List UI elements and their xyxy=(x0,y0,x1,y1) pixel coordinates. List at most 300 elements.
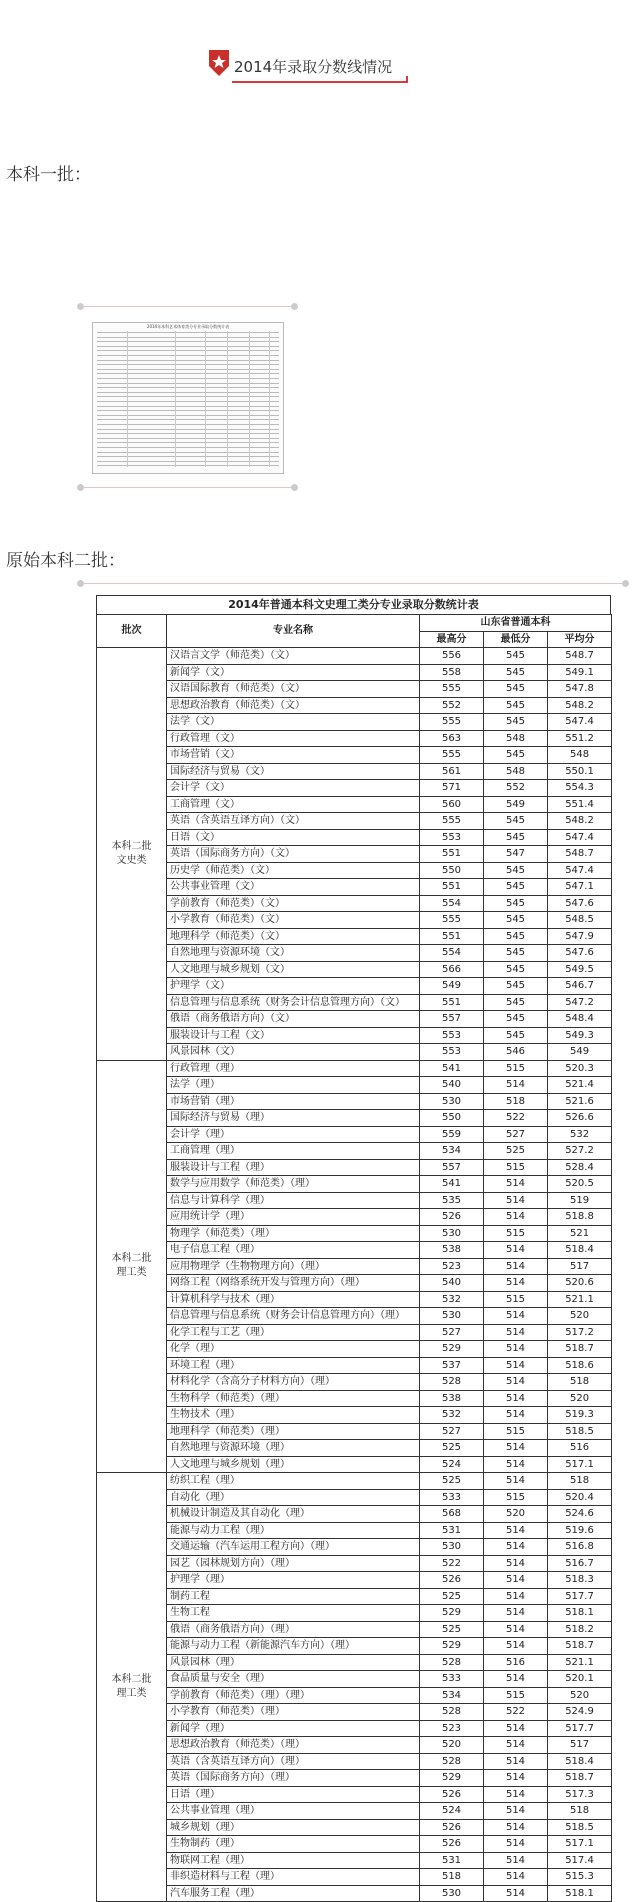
max-score-cell: 525 xyxy=(420,1473,484,1490)
table-body xyxy=(97,648,612,1902)
header-min: 最低分 xyxy=(484,631,548,648)
major-cell: 日语（理） xyxy=(167,1786,420,1803)
max-score-cell: 571 xyxy=(420,780,484,797)
max-score-cell: 528 xyxy=(420,1654,484,1671)
max-score-cell: 556 xyxy=(420,648,484,665)
table-row xyxy=(97,1027,612,1044)
major-cell: 会计学（文） xyxy=(167,780,420,797)
major-cell: 会计学（理） xyxy=(167,1126,420,1143)
min-score-cell: 545 xyxy=(484,994,548,1011)
max-score-cell: 530 xyxy=(420,1093,484,1110)
min-score-cell: 545 xyxy=(484,895,548,912)
second-batch-frame xyxy=(80,583,626,1899)
max-score-cell: 540 xyxy=(420,1077,484,1094)
max-score-cell: 555 xyxy=(420,912,484,929)
min-score-cell: 514 xyxy=(484,1473,548,1490)
avg-score-cell: 547.9 xyxy=(548,928,612,945)
table-row xyxy=(97,1192,612,1209)
avg-score-cell: 550.1 xyxy=(548,763,612,780)
thumbnail-row-line xyxy=(97,442,279,443)
min-score-cell: 552 xyxy=(484,780,548,797)
avg-score-cell: 518.5 xyxy=(548,1423,612,1440)
min-score-cell: 514 xyxy=(484,1572,548,1589)
header-region: 山东省普通本科 xyxy=(420,615,612,632)
table-row xyxy=(97,1605,612,1622)
avg-score-cell: 524.6 xyxy=(548,1506,612,1523)
max-score-cell: 552 xyxy=(420,697,484,714)
table-row xyxy=(97,697,612,714)
avg-score-cell: 548.5 xyxy=(548,912,612,929)
frame-rule xyxy=(80,306,295,307)
max-score-cell: 563 xyxy=(420,730,484,747)
avg-score-cell: 518.4 xyxy=(548,1242,612,1259)
avg-score-cell: 520 xyxy=(548,1390,612,1407)
avg-score-cell: 547.2 xyxy=(548,994,612,1011)
table-row xyxy=(97,1308,612,1325)
avg-score-cell: 549.1 xyxy=(548,664,612,681)
table-row xyxy=(97,1440,612,1457)
thumbnail-col-line xyxy=(249,331,250,467)
major-cell: 英语（国际商务方向）（理） xyxy=(167,1770,420,1787)
major-cell: 应用统计学（理） xyxy=(167,1209,420,1226)
thumbnail-row-line xyxy=(97,378,279,379)
frame-dot xyxy=(291,303,298,310)
thumbnail-title: 2014年本科艺术体育类分专业录取分数统计表 xyxy=(146,324,230,329)
thumbnail-row-line xyxy=(97,461,279,462)
min-score-cell: 514 xyxy=(484,1308,548,1325)
avg-score-cell: 548 xyxy=(548,747,612,764)
thumbnail-col-line xyxy=(227,331,228,467)
major-cell: 思想政治教育（师范类）（理） xyxy=(167,1737,420,1754)
major-cell: 行政管理（理） xyxy=(167,1060,420,1077)
thumbnail-col-line xyxy=(127,331,128,467)
avg-score-cell: 547.4 xyxy=(548,714,612,731)
max-score-cell: 555 xyxy=(420,714,484,731)
table-row xyxy=(97,1786,612,1803)
major-cell: 汽车服务工程（理） xyxy=(167,1885,420,1902)
min-score-cell: 545 xyxy=(484,862,548,879)
major-cell: 非织造材料与工程（理） xyxy=(167,1869,420,1886)
avg-score-cell: 547.6 xyxy=(548,895,612,912)
major-cell: 学前教育（师范类）（理）（理） xyxy=(167,1687,420,1704)
min-score-cell: 514 xyxy=(484,1588,548,1605)
min-score-cell: 518 xyxy=(484,1093,548,1110)
max-score-cell: 555 xyxy=(420,813,484,830)
table-row xyxy=(97,1522,612,1539)
table-row xyxy=(97,1539,612,1556)
max-score-cell: 527 xyxy=(420,1324,484,1341)
max-score-cell: 529 xyxy=(420,1341,484,1358)
thumbnail-row-line xyxy=(97,341,279,342)
max-score-cell: 554 xyxy=(420,895,484,912)
min-score-cell: 514 xyxy=(484,1522,548,1539)
min-score-cell: 514 xyxy=(484,1720,548,1737)
thumbnail-row-line xyxy=(97,337,279,338)
frame-dot xyxy=(77,484,84,491)
section-heading-first-batch: 本科一批： xyxy=(6,165,91,185)
major-cell: 市场营销（理） xyxy=(167,1093,420,1110)
table-row xyxy=(97,796,612,813)
thumbnail-row-line xyxy=(97,387,279,388)
min-score-cell: 514 xyxy=(484,1737,548,1754)
avg-score-cell: 516 xyxy=(548,1440,612,1457)
table-row xyxy=(97,1126,612,1143)
avg-score-cell: 520.3 xyxy=(548,1060,612,1077)
avg-score-cell: 521.1 xyxy=(548,1291,612,1308)
min-score-cell: 514 xyxy=(484,1539,548,1556)
avg-score-cell: 518.7 xyxy=(548,1638,612,1655)
min-score-cell: 514 xyxy=(484,1753,548,1770)
major-cell: 计算机科学与技术（理） xyxy=(167,1291,420,1308)
major-cell: 风景园林（文） xyxy=(167,1044,420,1061)
table-row xyxy=(97,1374,612,1391)
table-row xyxy=(97,1869,612,1886)
batch-cell: 本科二批 文史类 xyxy=(97,648,167,1061)
min-score-cell: 514 xyxy=(484,1357,548,1374)
table-row xyxy=(97,895,612,912)
table-row xyxy=(97,747,612,764)
avg-score-cell: 547.4 xyxy=(548,862,612,879)
frame-rule xyxy=(80,583,626,584)
table-row xyxy=(97,978,612,995)
table-row xyxy=(97,664,612,681)
header-max: 最高分 xyxy=(420,631,484,648)
min-score-cell: 514 xyxy=(484,1638,548,1655)
max-score-cell: 530 xyxy=(420,1225,484,1242)
max-score-cell: 566 xyxy=(420,961,484,978)
max-score-cell: 526 xyxy=(420,1836,484,1853)
major-cell: 数学与应用数学（师范类）（理） xyxy=(167,1176,420,1193)
max-score-cell: 531 xyxy=(420,1522,484,1539)
min-score-cell: 515 xyxy=(484,1423,548,1440)
thumbnail-row-line xyxy=(97,364,279,365)
max-score-cell: 541 xyxy=(420,1176,484,1193)
avg-score-cell: 528.4 xyxy=(548,1159,612,1176)
avg-score-cell: 518 xyxy=(548,1803,612,1820)
min-score-cell: 545 xyxy=(484,747,548,764)
table-row xyxy=(97,1275,612,1292)
avg-score-cell: 518.8 xyxy=(548,1209,612,1226)
first-batch-table-image[interactable] xyxy=(92,322,284,474)
major-cell: 服装设计与工程（文） xyxy=(167,1027,420,1044)
table-row xyxy=(97,1671,612,1688)
thumbnail-row-line xyxy=(97,355,279,356)
avg-score-cell: 547.6 xyxy=(548,945,612,962)
max-score-cell: 550 xyxy=(420,862,484,879)
thumbnail-row-line xyxy=(97,429,279,430)
avg-score-cell: 546.7 xyxy=(548,978,612,995)
avg-score-cell: 518.5 xyxy=(548,1819,612,1836)
min-score-cell: 545 xyxy=(484,697,548,714)
thumbnail-col-line xyxy=(175,331,176,467)
avg-score-cell: 518.7 xyxy=(548,1770,612,1787)
max-score-cell: 540 xyxy=(420,1275,484,1292)
min-score-cell: 549 xyxy=(484,796,548,813)
avg-score-cell: 548.2 xyxy=(548,813,612,830)
max-score-cell: 549 xyxy=(420,978,484,995)
frame-dot xyxy=(622,580,629,587)
avg-score-cell: 518.7 xyxy=(548,1341,612,1358)
max-score-cell: 526 xyxy=(420,1786,484,1803)
table-row xyxy=(97,1159,612,1176)
major-cell: 物理学（师范类）（理） xyxy=(167,1225,420,1242)
min-score-cell: 514 xyxy=(484,1242,548,1259)
min-score-cell: 515 xyxy=(484,1291,548,1308)
min-score-cell: 514 xyxy=(484,1770,548,1787)
max-score-cell: 533 xyxy=(420,1489,484,1506)
major-cell: 物联网工程（理） xyxy=(167,1852,420,1869)
thumbnail-row-line xyxy=(97,373,279,374)
major-cell: 新闻学（理） xyxy=(167,1720,420,1737)
max-score-cell: 527 xyxy=(420,1423,484,1440)
major-cell: 工商管理（理） xyxy=(167,1143,420,1160)
max-score-cell: 558 xyxy=(420,664,484,681)
major-cell: 思想政治教育（师范类）（文） xyxy=(167,697,420,714)
table-row xyxy=(97,1044,612,1061)
batch-cell: 本科二批 理工类 xyxy=(97,1060,167,1473)
table-row xyxy=(97,1572,612,1589)
major-cell: 服装设计与工程（理） xyxy=(167,1159,420,1176)
thumbnail-row-line xyxy=(97,452,279,453)
major-cell: 工商管理（文） xyxy=(167,796,420,813)
table-row xyxy=(97,780,612,797)
table-row xyxy=(97,1242,612,1259)
min-score-cell: 514 xyxy=(484,1621,548,1638)
table-row xyxy=(97,961,612,978)
min-score-cell: 514 xyxy=(484,1836,548,1853)
avg-score-cell: 551.2 xyxy=(548,730,612,747)
major-cell: 纺织工程（理） xyxy=(167,1473,420,1490)
min-score-cell: 514 xyxy=(484,1786,548,1803)
max-score-cell: 538 xyxy=(420,1242,484,1259)
major-cell: 英语（含英语互译方向）（文） xyxy=(167,813,420,830)
avg-score-cell: 527.2 xyxy=(548,1143,612,1160)
thumbnail-row-line xyxy=(97,410,279,411)
max-score-cell: 538 xyxy=(420,1390,484,1407)
major-cell: 新闻学（文） xyxy=(167,664,420,681)
avg-score-cell: 517 xyxy=(548,1737,612,1754)
max-score-cell: 529 xyxy=(420,1770,484,1787)
major-cell: 俄语（商务俄语方向）（理） xyxy=(167,1621,420,1638)
max-score-cell: 524 xyxy=(420,1456,484,1473)
min-score-cell: 514 xyxy=(484,1390,548,1407)
major-cell: 环境工程（理） xyxy=(167,1357,420,1374)
major-cell: 小学教育（师范类）（理） xyxy=(167,1704,420,1721)
min-score-cell: 515 xyxy=(484,1225,548,1242)
min-score-cell: 514 xyxy=(484,1456,548,1473)
table-row xyxy=(97,945,612,962)
max-score-cell: 553 xyxy=(420,829,484,846)
major-cell: 能源与动力工程（新能源汽车方向）（理） xyxy=(167,1638,420,1655)
min-score-cell: 514 xyxy=(484,1869,548,1886)
min-score-cell: 514 xyxy=(484,1803,548,1820)
table-row xyxy=(97,1720,612,1737)
max-score-cell: 526 xyxy=(420,1819,484,1836)
max-score-cell: 528 xyxy=(420,1374,484,1391)
avg-score-cell: 521.4 xyxy=(548,1077,612,1094)
thumbnail-row-line xyxy=(97,419,279,420)
major-cell: 市场营销（文） xyxy=(167,747,420,764)
max-score-cell: 559 xyxy=(420,1126,484,1143)
avg-score-cell: 554.3 xyxy=(548,780,612,797)
avg-score-cell: 518.2 xyxy=(548,1621,612,1638)
max-score-cell: 528 xyxy=(420,1753,484,1770)
major-cell: 人文地理与城乡规划（理） xyxy=(167,1456,420,1473)
thumbnail-row-line xyxy=(97,392,279,393)
min-score-cell: 514 xyxy=(484,1407,548,1424)
major-cell: 小学教育（师范类）（文） xyxy=(167,912,420,929)
table-row xyxy=(97,714,612,731)
major-cell: 能源与动力工程（理） xyxy=(167,1522,420,1539)
major-cell: 信息管理与信息系统（财务会计信息管理方向）（理） xyxy=(167,1308,420,1325)
table-row xyxy=(97,1819,612,1836)
min-score-cell: 527 xyxy=(484,1126,548,1143)
table-row xyxy=(97,1737,612,1754)
avg-score-cell: 518.6 xyxy=(548,1357,612,1374)
table-row xyxy=(97,1654,612,1671)
major-cell: 制药工程 xyxy=(167,1588,420,1605)
min-score-cell: 545 xyxy=(484,961,548,978)
max-score-cell: 530 xyxy=(420,1885,484,1902)
min-score-cell: 515 xyxy=(484,1489,548,1506)
table-row xyxy=(97,1143,612,1160)
table-row xyxy=(97,1456,612,1473)
table-row xyxy=(97,1423,612,1440)
header-batch: 批次 xyxy=(97,615,167,648)
avg-score-cell: 526.6 xyxy=(548,1110,612,1127)
avg-score-cell: 517.2 xyxy=(548,1324,612,1341)
table-row xyxy=(97,1506,612,1523)
major-cell: 护理学（理） xyxy=(167,1572,420,1589)
thumbnail-row-line xyxy=(97,350,279,351)
min-score-cell: 514 xyxy=(484,1671,548,1688)
min-score-cell: 545 xyxy=(484,813,548,830)
avg-score-cell: 524.9 xyxy=(548,1704,612,1721)
max-score-cell: 537 xyxy=(420,1357,484,1374)
table-row xyxy=(97,1555,612,1572)
max-score-cell: 525 xyxy=(420,1588,484,1605)
max-score-cell: 532 xyxy=(420,1291,484,1308)
table-row xyxy=(97,1176,612,1193)
table-row xyxy=(97,1638,612,1655)
table-row xyxy=(97,1060,612,1077)
avg-score-cell: 520.5 xyxy=(548,1176,612,1193)
min-score-cell: 548 xyxy=(484,763,548,780)
frame-dot xyxy=(77,580,84,587)
thumbnail-row-line xyxy=(97,346,279,347)
min-score-cell: 545 xyxy=(484,1027,548,1044)
max-score-cell: 532 xyxy=(420,1407,484,1424)
avg-score-cell: 548.4 xyxy=(548,1011,612,1028)
max-score-cell: 526 xyxy=(420,1209,484,1226)
min-score-cell: 522 xyxy=(484,1110,548,1127)
max-score-cell: 529 xyxy=(420,1605,484,1622)
min-score-cell: 515 xyxy=(484,1687,548,1704)
min-score-cell: 514 xyxy=(484,1077,548,1094)
table-row xyxy=(97,1225,612,1242)
max-score-cell: 554 xyxy=(420,945,484,962)
title-bar xyxy=(0,48,633,88)
avg-score-cell: 549.3 xyxy=(548,1027,612,1044)
table-row xyxy=(97,1770,612,1787)
major-cell: 日语（文） xyxy=(167,829,420,846)
table-header-row xyxy=(97,615,612,632)
avg-score-cell: 518 xyxy=(548,1374,612,1391)
table-row xyxy=(97,730,612,747)
min-score-cell: 545 xyxy=(484,879,548,896)
max-score-cell: 555 xyxy=(420,747,484,764)
table-row xyxy=(97,1209,612,1226)
avg-score-cell: 518.3 xyxy=(548,1572,612,1589)
avg-score-cell: 547.4 xyxy=(548,829,612,846)
thumbnail-row-line xyxy=(97,433,279,434)
table-row xyxy=(97,1357,612,1374)
max-score-cell: 529 xyxy=(420,1638,484,1655)
major-cell: 人文地理与城乡规划（文） xyxy=(167,961,420,978)
table-row xyxy=(97,862,612,879)
major-cell: 护理学（文） xyxy=(167,978,420,995)
min-score-cell: 514 xyxy=(484,1440,548,1457)
table-row xyxy=(97,846,612,863)
max-score-cell: 518 xyxy=(420,1869,484,1886)
avg-score-cell: 517.7 xyxy=(548,1720,612,1737)
major-cell: 俄语（商务俄语方向）（文） xyxy=(167,1011,420,1028)
major-cell: 材料化学（含高分子材料方向）（理） xyxy=(167,1374,420,1391)
min-score-cell: 520 xyxy=(484,1506,548,1523)
max-score-cell: 557 xyxy=(420,1011,484,1028)
min-score-cell: 545 xyxy=(484,829,548,846)
table-row xyxy=(97,1704,612,1721)
major-cell: 地理科学（师范类）（文） xyxy=(167,928,420,945)
table-row xyxy=(97,1687,612,1704)
thumbnail-row-line xyxy=(97,438,279,439)
major-cell: 风景园林（理） xyxy=(167,1654,420,1671)
min-score-cell: 514 xyxy=(484,1275,548,1292)
avg-score-cell: 549.5 xyxy=(548,961,612,978)
title-underline xyxy=(232,76,408,83)
avg-score-cell: 520 xyxy=(548,1687,612,1704)
min-score-cell: 545 xyxy=(484,945,548,962)
max-score-cell: 560 xyxy=(420,796,484,813)
avg-score-cell: 547.8 xyxy=(548,681,612,698)
min-score-cell: 514 xyxy=(484,1341,548,1358)
min-score-cell: 545 xyxy=(484,978,548,995)
max-score-cell: 553 xyxy=(420,1044,484,1061)
min-score-cell: 514 xyxy=(484,1374,548,1391)
max-score-cell: 551 xyxy=(420,994,484,1011)
major-cell: 行政管理（文） xyxy=(167,730,420,747)
major-cell: 自然地理与资源环境（理） xyxy=(167,1440,420,1457)
avg-score-cell: 520.1 xyxy=(548,1671,612,1688)
table-caption: 2014年普通本科文史理工类分专业录取分数统计表 xyxy=(96,595,611,614)
table-row xyxy=(97,879,612,896)
table-row xyxy=(97,681,612,698)
table-row xyxy=(97,1093,612,1110)
table-row xyxy=(97,648,612,665)
table-row xyxy=(97,1885,612,1902)
major-cell: 交通运输（汽车运用工程方向）（理） xyxy=(167,1539,420,1556)
avg-score-cell: 517.1 xyxy=(548,1456,612,1473)
major-cell: 电子信息工程（理） xyxy=(167,1242,420,1259)
table-row xyxy=(97,994,612,1011)
thumbnail-row-line xyxy=(97,401,279,402)
min-score-cell: 545 xyxy=(484,912,548,929)
avg-score-cell: 517.4 xyxy=(548,1852,612,1869)
max-score-cell: 534 xyxy=(420,1687,484,1704)
major-cell: 食品质量与安全（理） xyxy=(167,1671,420,1688)
avg-score-cell: 521.6 xyxy=(548,1093,612,1110)
min-score-cell: 545 xyxy=(484,714,548,731)
